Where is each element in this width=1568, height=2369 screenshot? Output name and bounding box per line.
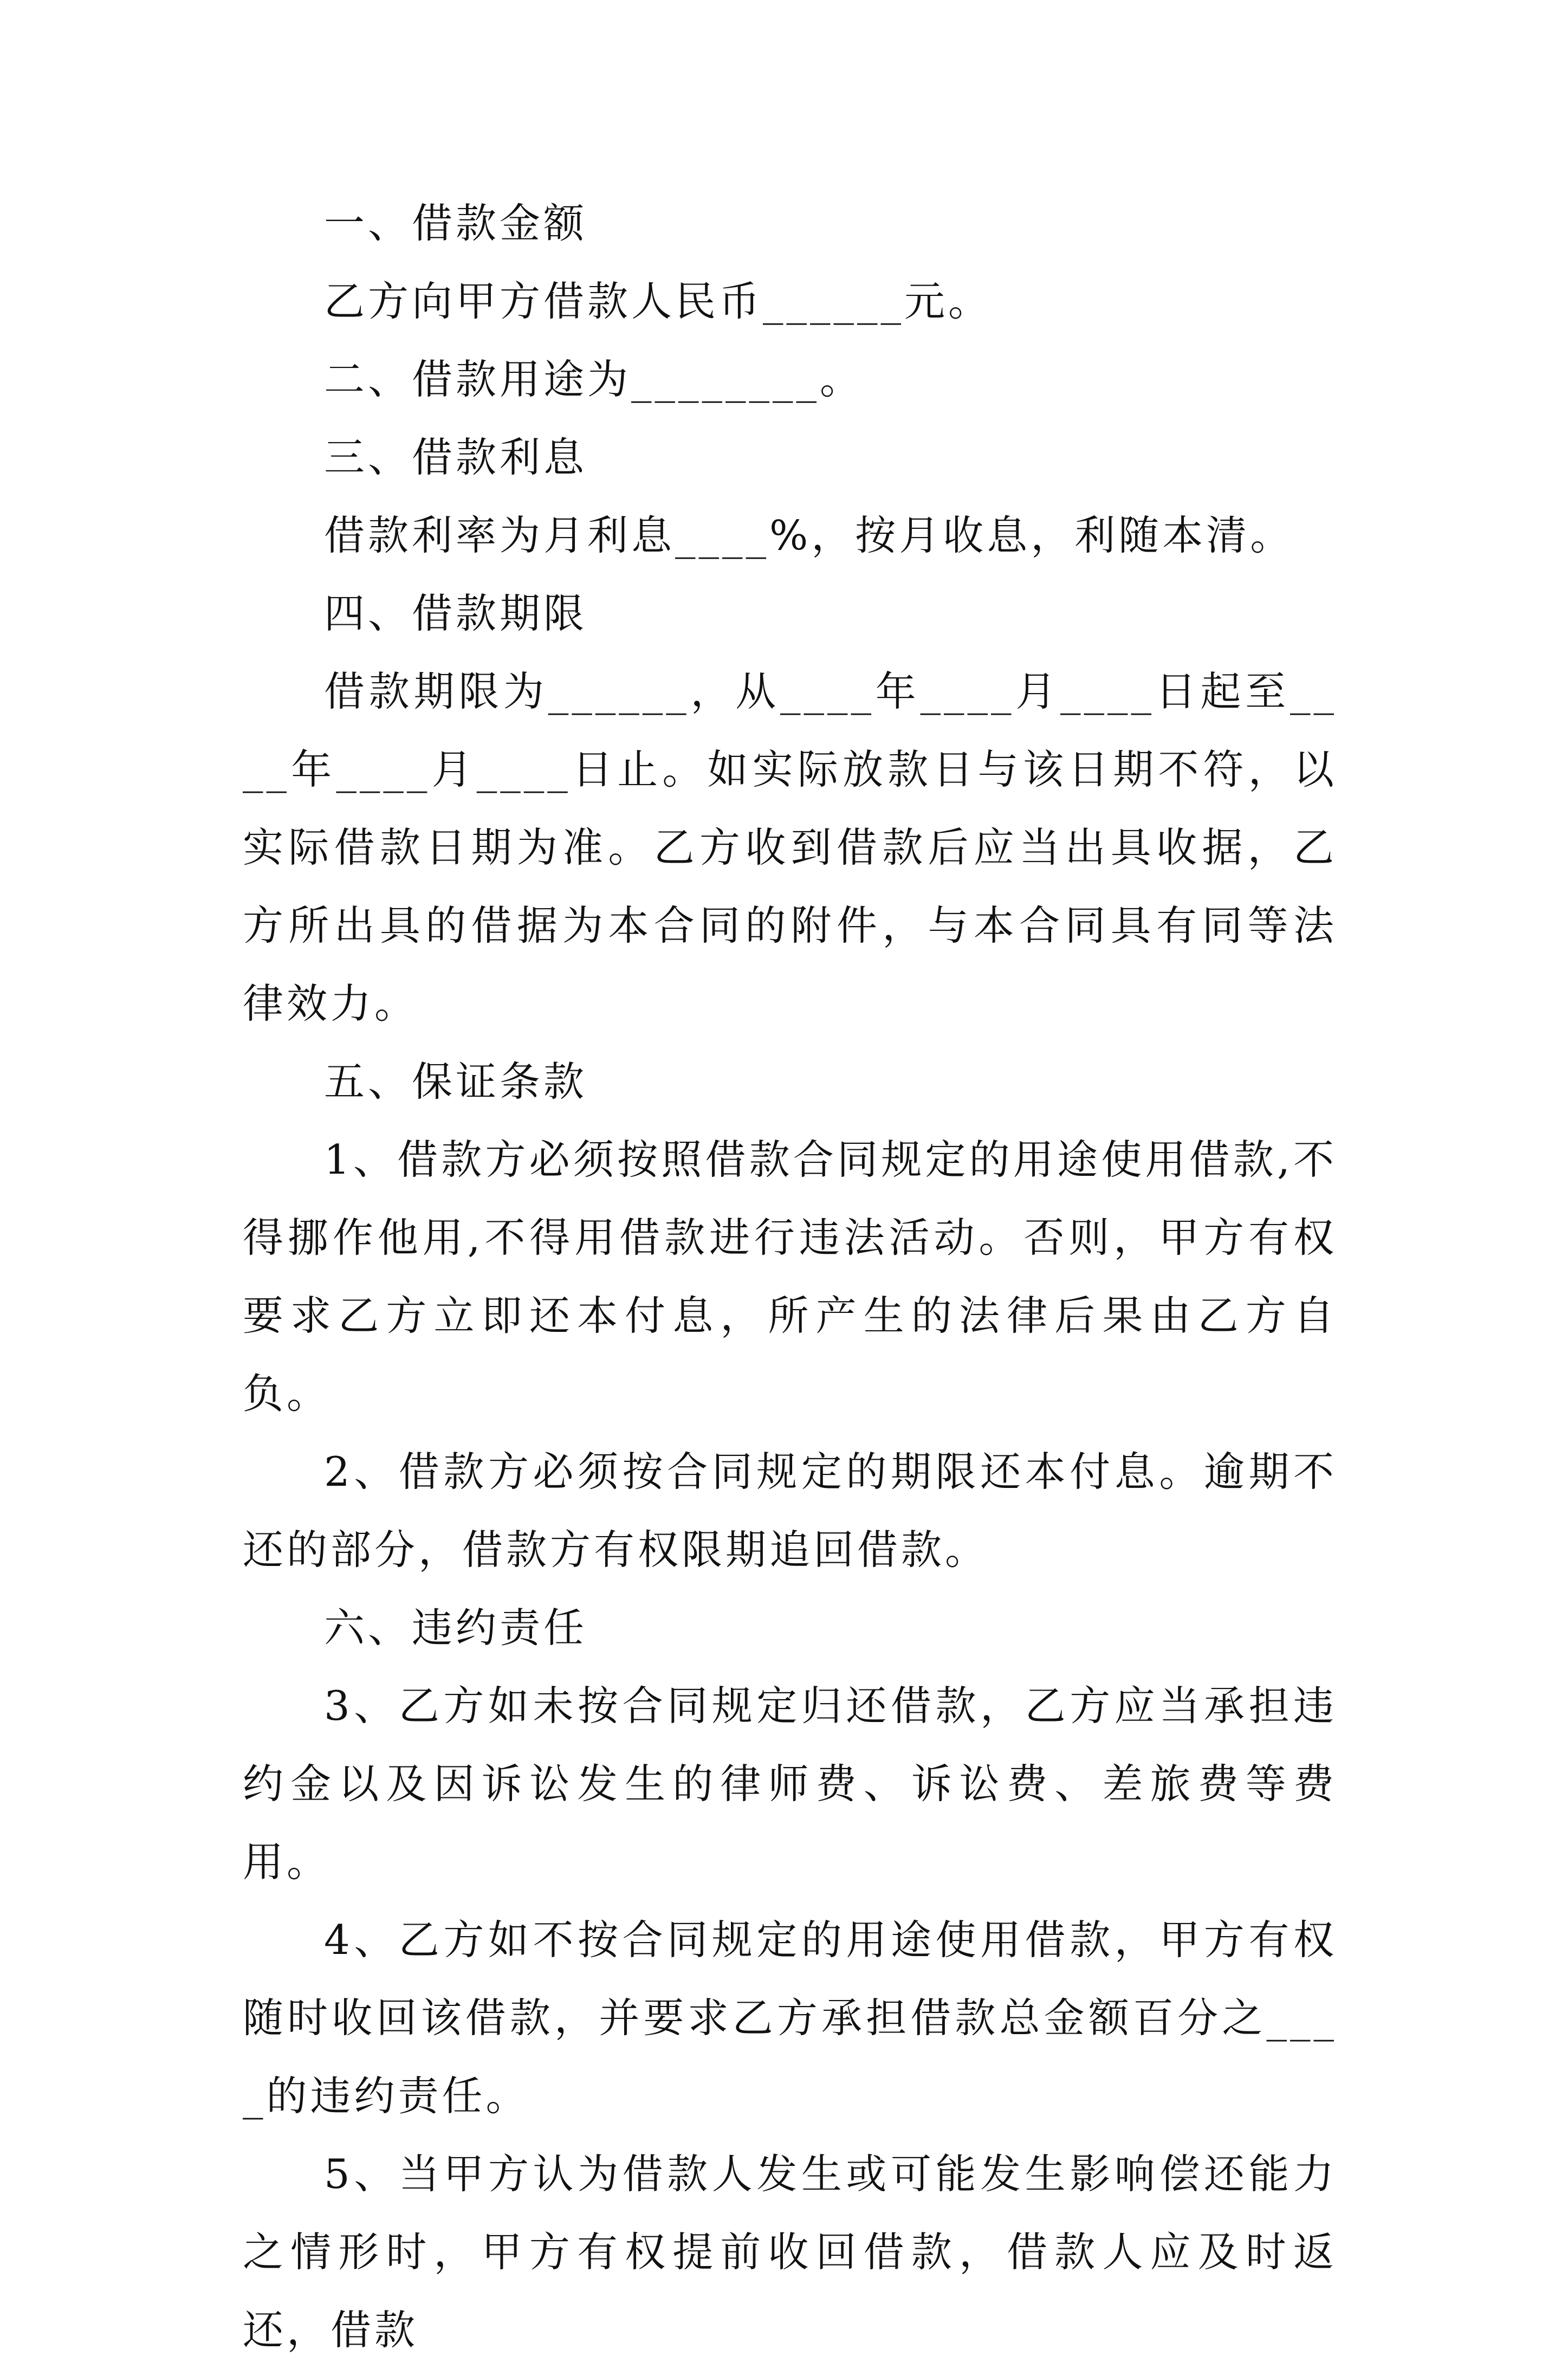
section-heading-loan-term: 四、借款期限 (324, 590, 588, 637)
section-heading-liability: 六、违约责任 (324, 1604, 588, 1652)
paragraph-clause-3: 3、乙方如未按合同规定归还借款，乙方应当承担违约金以及因诉讼发生的律师费、诉讼费、差旅费等费用。 (243, 1682, 1337, 1886)
paragraph-clause-5: 5、当甲方认为借款人发生或可能发生影响偿还能力之情形时，甲方有权提前收回借款，借款人应及时返还，借款 (243, 2150, 1337, 2354)
section-heading-loan-interest: 三、借款利息 (324, 433, 588, 481)
paragraph-clause-1: 1、借款方必须按照借款合同规定的用途使用借款,不得挪作他用,不得用借款进行违法活动。否则，甲方有权要求乙方立即还本付息，所产生的法律后果由乙方自负。 (243, 1136, 1337, 1417)
paragraph-clause-4: 4、乙方如不按合同规定的用途使用借款，甲方有权随时收回该借款，并要求乙方承担借款总金额百分之____的违约责任。 (243, 1916, 1337, 2120)
paragraph-clause-2: 2、借款方必须按合同规定的期限还本付息。逾期不还的部分，借款方有权限期追回借款。 (243, 1448, 1337, 1574)
paragraph-loan-amount: 乙方向甲方借款人民币______元。 (324, 277, 993, 325)
paragraph-loan-term: 借款期限为______，从____年____月____日起至____年____月____日止。如实际放款日与该日期不符，以实际借款日期为准。乙方收到借款后应当出具收据，乙方所出具的借据为本合同的附件，与本合同具有同等法律效力。 (243, 668, 1337, 1027)
section-heading-loan-amount: 一、借款金额 (324, 199, 588, 247)
section-heading-loan-purpose: 二、借款用途为________。 (324, 355, 864, 403)
paragraph-interest-rate: 借款利率为月利息____%，按月收息，利随本清。 (324, 512, 1294, 559)
document-body (243, 184, 1337, 2369)
section-heading-guarantee: 五、保证条款 (324, 1058, 588, 1105)
